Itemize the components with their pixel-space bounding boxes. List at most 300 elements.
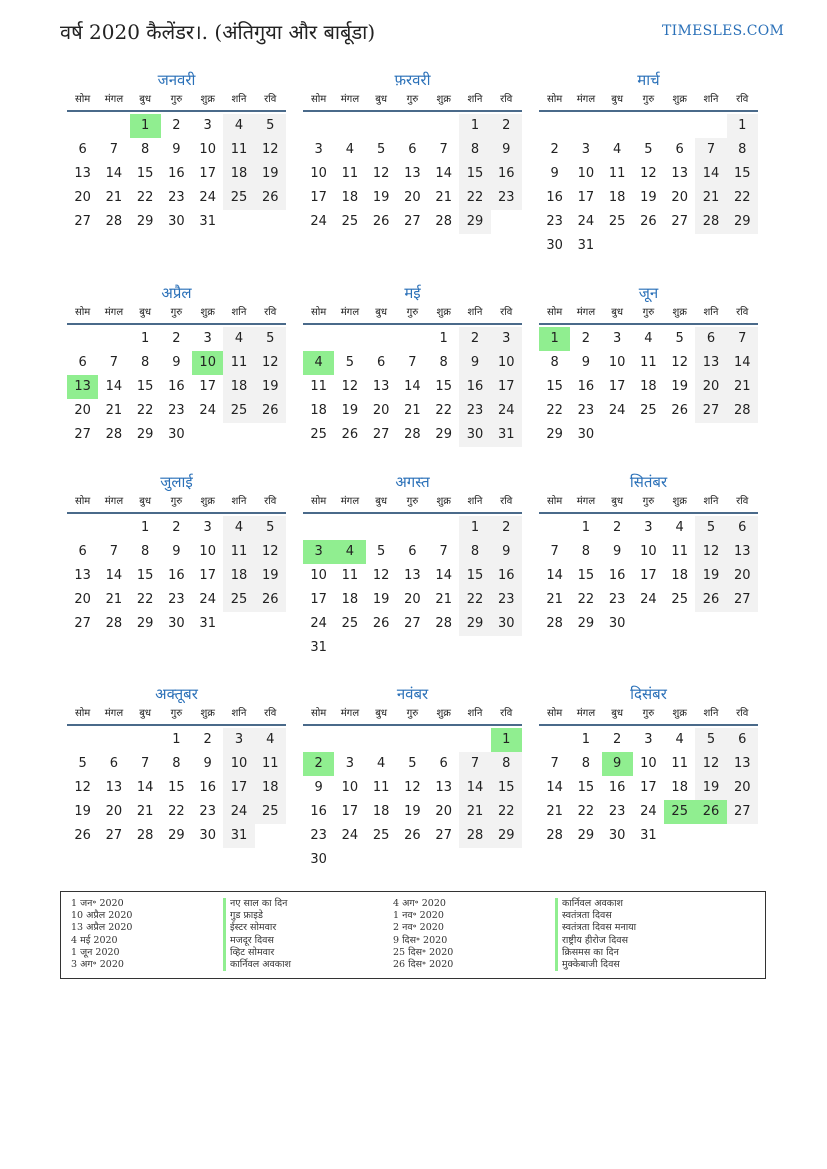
weekday-label: गुरु xyxy=(406,307,419,318)
day-cell: 20 xyxy=(404,190,421,205)
day-cell: 29 xyxy=(546,427,563,442)
day-cell: 8 xyxy=(491,752,522,776)
day-cell: 1 xyxy=(172,732,181,747)
day-cell: 11 xyxy=(223,351,254,375)
day-cell: 21 xyxy=(105,190,123,205)
day-cell: 23 xyxy=(491,588,522,612)
day-cell: 29 xyxy=(168,828,185,843)
weekday-label: शनि xyxy=(467,708,483,719)
legend-names-right xyxy=(555,898,636,971)
day-cell: 13 xyxy=(727,752,758,776)
weekday-label: मंगल xyxy=(576,708,596,719)
weekday-label: बुध xyxy=(139,307,152,318)
day-cell: 30 xyxy=(310,852,327,867)
weekday-label: गुरु xyxy=(406,708,419,719)
weekday-header xyxy=(539,492,758,514)
weekday-header xyxy=(303,704,522,726)
day-cell: 19 xyxy=(74,804,91,819)
day-cell: 1 xyxy=(581,520,591,535)
weekday-label: गुरु xyxy=(170,94,183,105)
day-cell: 28 xyxy=(546,616,563,631)
day-cell: 7 xyxy=(109,142,119,157)
weekday-label: बुध xyxy=(375,496,388,507)
day-cell: 27 xyxy=(695,399,726,423)
day-cell: 21 xyxy=(105,403,123,418)
holiday-day-cell: 25 xyxy=(664,800,695,824)
weekday-label: मंगल xyxy=(340,94,360,105)
empty-cell xyxy=(334,327,365,351)
weekday-label: रवि xyxy=(500,708,513,719)
day-cell: 24 xyxy=(491,399,522,423)
day-cell: 27 xyxy=(671,214,688,229)
day-cell: 11 xyxy=(255,752,286,776)
weekday-label: गुरु xyxy=(406,496,419,507)
month-name: अप्रैल xyxy=(161,284,192,302)
day-cell: 22 xyxy=(168,804,185,819)
day-cell: 12 xyxy=(255,351,286,375)
day-cell: 19 xyxy=(255,375,286,399)
day-cell: 15 xyxy=(136,166,154,181)
day-grid xyxy=(303,728,522,872)
empty-cell xyxy=(428,114,459,138)
day-cell: 2 xyxy=(581,331,591,346)
day-cell: 10 xyxy=(640,756,657,771)
day-cell: 21 xyxy=(404,403,421,418)
legend-holiday-name: नए साल का दिन xyxy=(223,898,291,910)
day-cell: 23 xyxy=(577,403,595,418)
legend-date: 4 मई 2020 xyxy=(71,934,118,946)
day-cell: 23 xyxy=(310,828,327,843)
empty-cell xyxy=(98,516,129,540)
empty-cell xyxy=(397,728,428,752)
weekday-header xyxy=(303,90,522,112)
weekday-label: रवि xyxy=(736,496,749,507)
legend-date: 2 नव॰ 2020 xyxy=(393,922,444,934)
legend-date: 10 अप्रैल 2020 xyxy=(71,910,133,922)
month-block xyxy=(67,684,286,848)
day-grid xyxy=(539,114,758,258)
day-cell: 8 xyxy=(172,756,181,771)
day-cell: 25 xyxy=(255,800,286,824)
day-cell: 12 xyxy=(341,379,359,394)
day-cell: 16 xyxy=(491,162,522,186)
page-title: वर्ष 2020 कैलेंडर।. (अंतिगुया और बार्बूडा) xyxy=(60,20,376,44)
day-cell: 5 xyxy=(255,327,286,351)
day-cell: 29 xyxy=(491,824,522,848)
day-cell: 24 xyxy=(640,592,657,607)
day-cell: 1 xyxy=(459,516,490,540)
weekday-label: मंगल xyxy=(104,94,124,105)
day-cell: 7 xyxy=(109,544,119,559)
day-cell: 14 xyxy=(695,162,726,186)
day-cell: 29 xyxy=(136,427,154,442)
day-cell: 18 xyxy=(255,776,286,800)
day-cell: 19 xyxy=(671,379,688,394)
day-cell: 17 xyxy=(310,592,327,607)
weekday-label: मंगल xyxy=(104,708,124,719)
day-cell: 9 xyxy=(172,355,181,370)
day-cell: 16 xyxy=(491,564,522,588)
day-cell: 4 xyxy=(644,331,653,346)
day-cell: 28 xyxy=(435,616,452,631)
day-cell: 16 xyxy=(459,375,490,399)
day-cell: 17 xyxy=(640,568,657,583)
day-cell: 19 xyxy=(372,592,390,607)
weekday-label: सोम xyxy=(546,496,563,507)
day-cell: 21 xyxy=(435,190,452,205)
empty-cell xyxy=(397,327,428,351)
holiday-day-cell: 1 xyxy=(539,327,570,351)
day-cell: 18 xyxy=(223,564,254,588)
holiday-day-cell: 4 xyxy=(334,540,365,564)
day-cell: 22 xyxy=(577,592,595,607)
day-grid xyxy=(303,327,522,447)
empty-cell xyxy=(98,728,129,752)
weekday-label: बुध xyxy=(611,307,624,318)
day-cell: 18 xyxy=(372,804,390,819)
day-cell: 26 xyxy=(341,427,359,442)
day-cell: 26 xyxy=(255,399,286,423)
day-cell: 27 xyxy=(727,800,758,824)
day-cell: 19 xyxy=(404,804,421,819)
day-cell: 8 xyxy=(727,138,758,162)
empty-cell xyxy=(334,728,365,752)
day-cell: 3 xyxy=(613,331,622,346)
day-cell: 26 xyxy=(372,616,390,631)
weekday-label: रवि xyxy=(264,307,277,318)
day-cell: 9 xyxy=(491,540,522,564)
day-cell: 18 xyxy=(223,375,254,399)
day-cell: 3 xyxy=(345,756,355,771)
day-cell: 27 xyxy=(74,616,91,631)
day-cell: 7 xyxy=(439,142,448,157)
weekday-label: सोम xyxy=(546,94,563,105)
weekday-label: शुक्र xyxy=(200,708,215,719)
day-cell: 23 xyxy=(608,592,626,607)
empty-cell xyxy=(664,114,695,138)
legend-date: 9 दिस॰ 2020 xyxy=(393,934,448,946)
day-cell: 18 xyxy=(671,780,688,795)
legend-holiday-name: व्हिट सोमवार xyxy=(223,947,291,959)
weekday-label: गुरु xyxy=(406,94,419,105)
day-cell: 22 xyxy=(459,588,490,612)
empty-cell xyxy=(539,516,570,540)
day-cell: 10 xyxy=(223,752,254,776)
day-cell: 27 xyxy=(727,588,758,612)
day-cell: 11 xyxy=(223,138,254,162)
weekday-label: रवि xyxy=(500,307,513,318)
day-cell: 30 xyxy=(577,427,595,442)
day-cell: 17 xyxy=(310,190,327,205)
day-cell: 16 xyxy=(310,804,327,819)
day-grid xyxy=(67,728,286,848)
day-cell: 14 xyxy=(105,166,123,181)
day-cell: 20 xyxy=(372,403,390,418)
day-cell: 15 xyxy=(577,780,595,795)
weekday-header xyxy=(539,90,758,112)
day-cell: 30 xyxy=(168,427,185,442)
day-cell: 19 xyxy=(372,190,390,205)
day-cell: 29 xyxy=(136,214,154,229)
day-cell: 14 xyxy=(727,351,758,375)
empty-cell xyxy=(334,114,365,138)
day-cell: 21 xyxy=(546,804,563,819)
day-cell: 27 xyxy=(435,828,452,843)
weekday-label: शुक्र xyxy=(436,708,451,719)
day-cell: 30 xyxy=(608,616,626,631)
day-cell: 24 xyxy=(223,800,254,824)
day-cell: 11 xyxy=(640,355,657,370)
legend-holiday-name: गुड फ्राइडे xyxy=(223,910,291,922)
day-cell: 25 xyxy=(372,828,390,843)
day-cell: 27 xyxy=(74,427,91,442)
day-cell: 6 xyxy=(78,355,87,370)
month-block xyxy=(67,70,286,234)
day-cell: 16 xyxy=(199,780,216,795)
day-cell: 10 xyxy=(199,142,216,157)
day-cell: 19 xyxy=(341,403,359,418)
day-cell: 4 xyxy=(255,728,286,752)
weekday-label: मंगल xyxy=(340,496,360,507)
legend-holiday-name: कार्निवल अवकाश xyxy=(555,898,636,910)
site-link[interactable]: TIMESLES.COM xyxy=(662,23,785,39)
day-cell: 5 xyxy=(695,516,726,540)
month-name: मई xyxy=(404,284,421,302)
month-name: फ़रवरी xyxy=(394,71,431,89)
legend-date: 25 दिस॰ 2020 xyxy=(393,946,454,958)
day-cell: 15 xyxy=(136,568,154,583)
month-name: अक्तूबर xyxy=(155,685,198,703)
empty-cell xyxy=(67,516,98,540)
weekday-label: रवि xyxy=(500,496,513,507)
day-cell: 14 xyxy=(546,780,563,795)
empty-cell xyxy=(303,728,334,752)
day-cell: 16 xyxy=(168,166,185,181)
day-cell: 10 xyxy=(199,544,216,559)
day-cell: 13 xyxy=(74,166,91,181)
weekday-label: सोम xyxy=(74,94,91,105)
day-cell: 19 xyxy=(695,564,726,588)
day-cell: 18 xyxy=(640,379,657,394)
day-cell: 9 xyxy=(203,756,212,771)
day-cell: 23 xyxy=(168,190,185,205)
day-cell: 12 xyxy=(640,166,657,181)
weekday-label: शुक्र xyxy=(672,94,687,105)
weekday-label: सोम xyxy=(74,307,91,318)
month-name: मार्च xyxy=(637,71,660,89)
day-cell: 29 xyxy=(459,612,490,636)
day-cell: 20 xyxy=(727,564,758,588)
day-cell: 12 xyxy=(74,780,91,795)
holiday-day-cell: 1 xyxy=(130,114,161,138)
weekday-label: बुध xyxy=(375,307,388,318)
weekday-label: शुक्र xyxy=(672,307,687,318)
day-cell: 11 xyxy=(671,544,688,559)
day-grid xyxy=(67,114,286,234)
day-cell: 1 xyxy=(439,331,448,346)
day-cell: 3 xyxy=(314,142,323,157)
weekday-label: सोम xyxy=(546,708,563,719)
month-name: अगस्त xyxy=(395,473,430,491)
empty-cell xyxy=(366,114,397,138)
day-cell: 24 xyxy=(608,403,626,418)
empty-cell xyxy=(570,114,601,138)
day-cell: 29 xyxy=(459,210,490,234)
day-cell: 21 xyxy=(727,375,758,399)
day-cell: 23 xyxy=(459,399,490,423)
legend-holiday-name: राष्ट्रीय हीरोज दिवस xyxy=(555,935,636,947)
weekday-label: बुध xyxy=(139,94,152,105)
legend-names-left xyxy=(223,898,291,971)
weekday-label: मंगल xyxy=(104,307,124,318)
weekday-label: शनि xyxy=(467,496,483,507)
day-cell: 21 xyxy=(695,186,726,210)
day-cell: 12 xyxy=(695,540,726,564)
weekday-label: शुक्र xyxy=(200,94,215,105)
weekday-label: शनि xyxy=(703,94,719,105)
day-cell: 18 xyxy=(608,190,626,205)
day-cell: 15 xyxy=(168,780,185,795)
day-cell: 26 xyxy=(404,828,421,843)
weekday-label: शनि xyxy=(703,496,719,507)
month-block xyxy=(303,70,522,234)
day-cell: 1 xyxy=(141,331,150,346)
weekday-label: गुरु xyxy=(642,94,655,105)
day-grid xyxy=(539,516,758,636)
legend-dates-right xyxy=(393,898,453,971)
day-cell: 15 xyxy=(459,162,490,186)
weekday-label: गुरु xyxy=(170,708,183,719)
day-cell: 12 xyxy=(255,138,286,162)
day-cell: 30 xyxy=(608,828,626,843)
day-cell: 31 xyxy=(491,423,522,447)
month-block xyxy=(539,70,758,258)
day-cell: 2 xyxy=(491,516,522,540)
month-block xyxy=(539,283,758,447)
weekday-header xyxy=(67,704,286,726)
legend-date: 1 जन॰ 2020 xyxy=(71,898,124,909)
month-block xyxy=(67,472,286,636)
legend-holiday-name: स्वतंत्रता दिवस xyxy=(555,910,636,922)
month-name: जनवरी xyxy=(157,71,196,89)
weekday-label: शुक्र xyxy=(436,94,451,105)
day-cell: 24 xyxy=(199,592,216,607)
day-cell: 25 xyxy=(223,186,254,210)
empty-cell xyxy=(459,728,490,752)
legend-holiday-name: मुक्केबाजी दिवस xyxy=(555,959,636,971)
day-cell: 13 xyxy=(435,780,452,795)
empty-cell xyxy=(303,327,334,351)
day-cell: 17 xyxy=(199,379,216,394)
empty-cell xyxy=(67,728,98,752)
day-cell: 5 xyxy=(78,756,87,771)
day-cell: 18 xyxy=(341,592,359,607)
day-cell: 23 xyxy=(168,403,185,418)
day-cell: 11 xyxy=(372,780,390,795)
day-cell: 15 xyxy=(491,776,522,800)
empty-cell xyxy=(303,516,334,540)
legend-date: 1 जून 2020 xyxy=(71,946,120,958)
day-cell: 4 xyxy=(223,114,254,138)
day-cell: 29 xyxy=(577,828,595,843)
day-cell: 21 xyxy=(136,804,154,819)
day-cell: 25 xyxy=(608,214,626,229)
weekday-header xyxy=(67,90,286,112)
day-cell: 1 xyxy=(581,732,591,747)
day-cell: 6 xyxy=(727,516,758,540)
day-cell: 12 xyxy=(372,568,390,583)
month-name: जुलाई xyxy=(160,473,193,491)
day-cell: 26 xyxy=(255,186,286,210)
day-cell: 14 xyxy=(105,379,123,394)
day-grid xyxy=(303,516,522,660)
empty-cell xyxy=(428,516,459,540)
day-cell: 14 xyxy=(404,379,421,394)
legend-date: 3 अग॰ 2020 xyxy=(71,958,124,970)
weekday-label: गुरु xyxy=(642,307,655,318)
weekday-header xyxy=(303,303,522,325)
day-cell: 28 xyxy=(459,824,490,848)
day-cell: 24 xyxy=(199,190,216,205)
day-cell: 26 xyxy=(695,588,726,612)
day-cell: 7 xyxy=(459,752,490,776)
day-cell: 8 xyxy=(459,138,490,162)
day-cell: 8 xyxy=(439,355,448,370)
day-cell: 30 xyxy=(168,214,185,229)
weekday-label: गुरु xyxy=(642,496,655,507)
day-cell: 10 xyxy=(577,166,595,181)
day-cell: 14 xyxy=(105,568,123,583)
day-cell: 10 xyxy=(640,544,657,559)
weekday-label: गुरु xyxy=(170,307,183,318)
day-cell: 26 xyxy=(255,588,286,612)
day-cell: 31 xyxy=(640,828,657,843)
weekday-label: बुध xyxy=(139,708,152,719)
weekday-label: शुक्र xyxy=(672,496,687,507)
day-cell: 20 xyxy=(74,190,91,205)
month-block xyxy=(539,684,758,848)
day-cell: 13 xyxy=(727,540,758,564)
day-cell: 13 xyxy=(695,351,726,375)
empty-cell xyxy=(366,728,397,752)
day-cell: 23 xyxy=(491,186,522,210)
day-cell: 6 xyxy=(439,756,448,771)
day-cell: 21 xyxy=(546,592,563,607)
day-cell: 13 xyxy=(404,568,421,583)
weekday-header xyxy=(303,492,522,514)
day-cell: 3 xyxy=(203,331,212,346)
day-cell: 28 xyxy=(105,616,123,631)
day-cell: 20 xyxy=(74,592,91,607)
day-cell: 26 xyxy=(74,828,91,843)
day-cell: 8 xyxy=(459,540,490,564)
day-cell: 7 xyxy=(727,327,758,351)
day-cell: 1 xyxy=(141,520,150,535)
day-cell: 2 xyxy=(491,114,522,138)
day-cell: 27 xyxy=(404,214,421,229)
day-cell: 21 xyxy=(105,592,123,607)
day-cell: 30 xyxy=(546,238,563,253)
day-cell: 17 xyxy=(341,804,359,819)
month-block xyxy=(539,472,758,636)
empty-cell xyxy=(366,327,397,351)
day-cell: 15 xyxy=(577,568,595,583)
day-cell: 5 xyxy=(408,756,417,771)
day-cell: 12 xyxy=(255,540,286,564)
day-cell: 3 xyxy=(203,118,212,133)
day-cell: 15 xyxy=(136,379,154,394)
weekday-label: शुक्र xyxy=(672,708,687,719)
